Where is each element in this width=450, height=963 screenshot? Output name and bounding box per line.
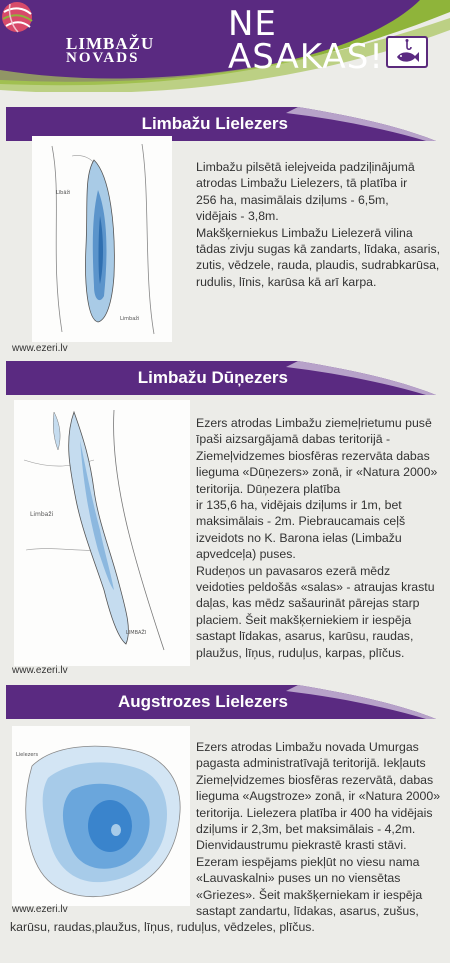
fish-hook-icon [386, 36, 428, 68]
section-description-tail: karūsu, raudas,plaužus, līņus, ruduļus, vēdzeles, plīčus. [10, 920, 315, 934]
section-title: Limbažu Lielezers [141, 114, 288, 133]
logo-line-2: NOVADS [66, 50, 140, 66]
image-source: www.ezeri.lv [12, 665, 68, 676]
section-text-tail [10, 919, 446, 935]
svg-text:Limbaži: Limbaži [120, 316, 140, 322]
svg-text:Lielezers: Lielezers [16, 752, 39, 758]
logo [66, 36, 154, 66]
image-source: www.ezeri.lv [12, 904, 68, 915]
slogan [228, 4, 384, 77]
image-source: www.ezeri.lv [12, 343, 68, 354]
lake-map-limbazu-lielezers [32, 136, 172, 342]
section-description: Ezers atrodas Limbažu ziemeļrietumu pusē īpaši aizsargājamā dabas teritorijā - Ziemeļvidzemes biosfēras rezervāta dabas lieguma «Dūņezers» zonā, ir «Natura 2000» teritorija. Dūņezera platība ir 135,6 ha, vidējais dziļums ir 1m, bet maksimālais - 2m. Piebraucamais ceļš izveidots no K. Barona ielas (Limbažu apvedceļa) puses. Rudeņos un pavasaros ezerā mēdz veidoties peldošās «salas» - atraujas krastu daļas, kas mēdz sašaurināt pārejas starp placiem. Šeit makšķerniekiem ir iespēja sastapt līdakas, asarus, karūsu, raudas, plaužus, līņus, ruduļus, karpas, plīčus. [196, 416, 438, 660]
lake-map-augstrozes-lielezers [12, 726, 190, 906]
slogan-line-2: ASAKAS! [228, 37, 384, 77]
svg-text:LIMBAŽI: LIMBAŽI [126, 630, 147, 636]
svg-text:Limbaži: Limbaži [30, 511, 54, 518]
lake-map-limbazu-dunezers [14, 400, 190, 666]
section-banner-3 [6, 685, 436, 719]
section-description: Limbažu pilsētā ielejveida padziļinājumā atrodas Limbažu Lielezers, tā platība ir 256 ha, masimālais dziļums - 6,5m, vidējais - 3,8m. Makšķerniekus Limbažu Lielezerā vilina tādas zivju sugas kā zandarts, līdaka, asaris, zutis, vēdzele, rauda, plaudis, sudrabkarūsa, rudulis, līnis, karūsa kā arī karpa. [196, 160, 441, 289]
section-text [196, 415, 444, 661]
section-banner-2 [6, 361, 436, 395]
svg-text:Lībāži: Lībāži [56, 190, 71, 196]
slogan-line-1: NE [228, 4, 277, 44]
header [0, 0, 450, 92]
logo-line-1: LIMBAŽU [66, 34, 155, 53]
logo-yarn-icon [0, 0, 34, 34]
section-text [196, 739, 448, 919]
section-title: Augstrozes Lielezers [117, 692, 288, 711]
section-text [196, 159, 444, 290]
section-description: Ezers atrodas Limbažu novada Umurgas pagasta administratīvajā teritorijā. Iekļauts Ziemeļvidzemes biosfēras rezervātā, dabas lieguma «Augstroze» zonā, ir «Natura 2000» teritorija. Lielezera platība ir 400 ha vidējais dziļums ir 2,3m, bet maksimālais - 4,2m. Dienvidaustrumu piekrastē krasti stāvi. Ezeram iespējams piekļūt no viesu nama «Lauvaskalni» puses un no viensētas «Griezes». Šeit makšķerniekam ir iespēja sastapt zandartu, līdakas, asarus, zušus, [196, 740, 441, 919]
section-title: Limbažu Dūņezers [137, 368, 288, 387]
